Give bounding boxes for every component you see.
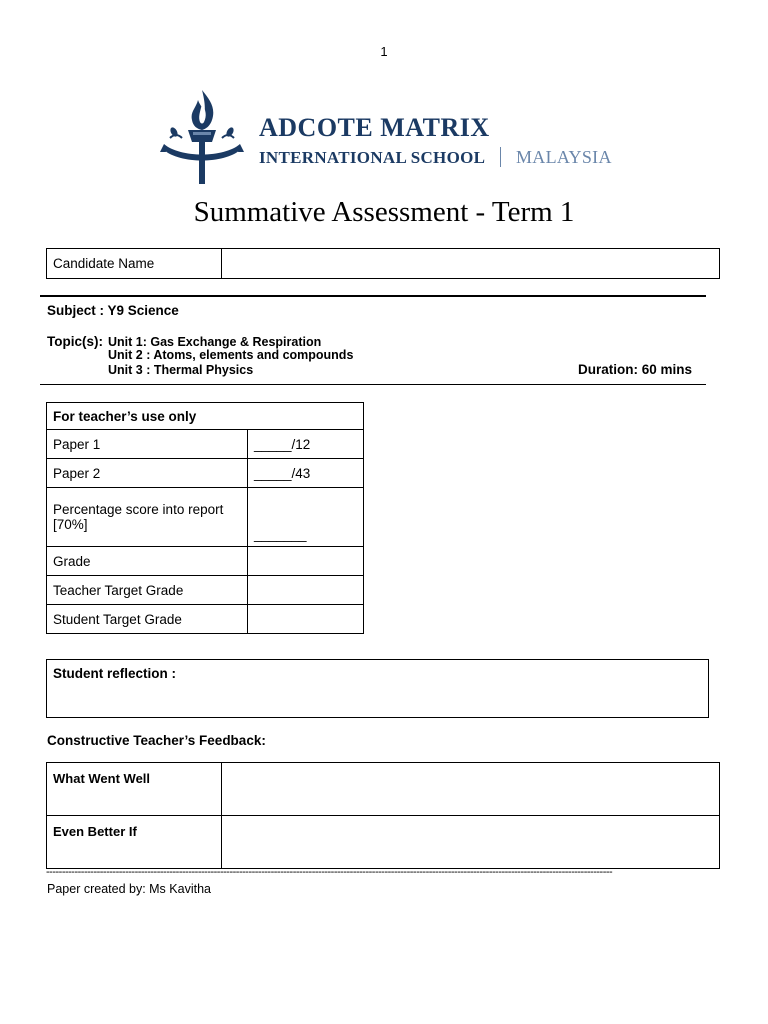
feedback-value-ebi[interactable] <box>222 816 720 869</box>
topic-item: Unit 2 : Atoms, elements and compounds <box>108 348 354 362</box>
row-value-paper-1[interactable]: _____/12 <box>248 430 364 459</box>
page-number: 1 <box>380 44 388 59</box>
feedback-table <box>46 762 720 869</box>
row-label-paper-2: Paper 2 <box>47 459 248 488</box>
row-label-paper-1: Paper 1 <box>47 430 248 459</box>
row-value-grade[interactable] <box>248 547 364 576</box>
teacher-use-table <box>46 402 364 634</box>
subject-line: Subject : Y9 Science <box>47 303 179 318</box>
candidate-name-label: Candidate Name <box>47 249 222 279</box>
row-value-percentage[interactable]: _______ <box>248 488 364 547</box>
row-label-grade: Grade <box>47 547 248 576</box>
teacher-table-header: For teacher’s use only <box>47 403 364 430</box>
row-label-percentage: Percentage score into report [70%] <box>47 488 248 547</box>
school-subtitle: INTERNATIONAL SCHOOL <box>259 148 486 167</box>
feedback-label-ebi: Even Better If <box>47 816 222 869</box>
row-label-student-target: Student Target Grade <box>47 605 248 634</box>
candidate-table <box>46 248 720 279</box>
candidate-name-field[interactable] <box>222 249 720 279</box>
school-country: MALAYSIA <box>516 147 612 167</box>
topics-label: Topic(s): <box>47 334 103 349</box>
document-title: Summative Assessment - Term 1 <box>193 196 575 228</box>
paper-created-by: Paper created by: Ms Kavitha <box>47 882 211 896</box>
row-value-teacher-target[interactable] <box>248 576 364 605</box>
row-label-teacher-target: Teacher Target Grade <box>47 576 248 605</box>
divider-bottom <box>40 384 706 385</box>
school-name: ADCOTE MATRIX <box>259 113 490 142</box>
feedback-title: Constructive Teacher’s Feedback: <box>47 733 266 748</box>
duration: Duration: 60 mins <box>578 362 693 377</box>
topic-item: Unit 1: Gas Exchange & Respiration <box>108 335 322 349</box>
feedback-label-www: What Went Well <box>47 763 222 816</box>
feedback-value-www[interactable] <box>222 763 720 816</box>
footer-divider: ----------------------------------------------------------------------------------------------------------------------------------------------------------------------------------- <box>46 866 613 878</box>
divider-top <box>40 295 706 297</box>
student-reflection-label: Student reflection : <box>53 666 177 681</box>
row-value-paper-2[interactable]: _____/43 <box>248 459 364 488</box>
row-value-student-target[interactable] <box>248 605 364 634</box>
school-logo-torch-icon <box>160 86 244 186</box>
topic-item: Unit 3 : Thermal Physics <box>108 363 254 377</box>
school-separator <box>500 147 501 167</box>
